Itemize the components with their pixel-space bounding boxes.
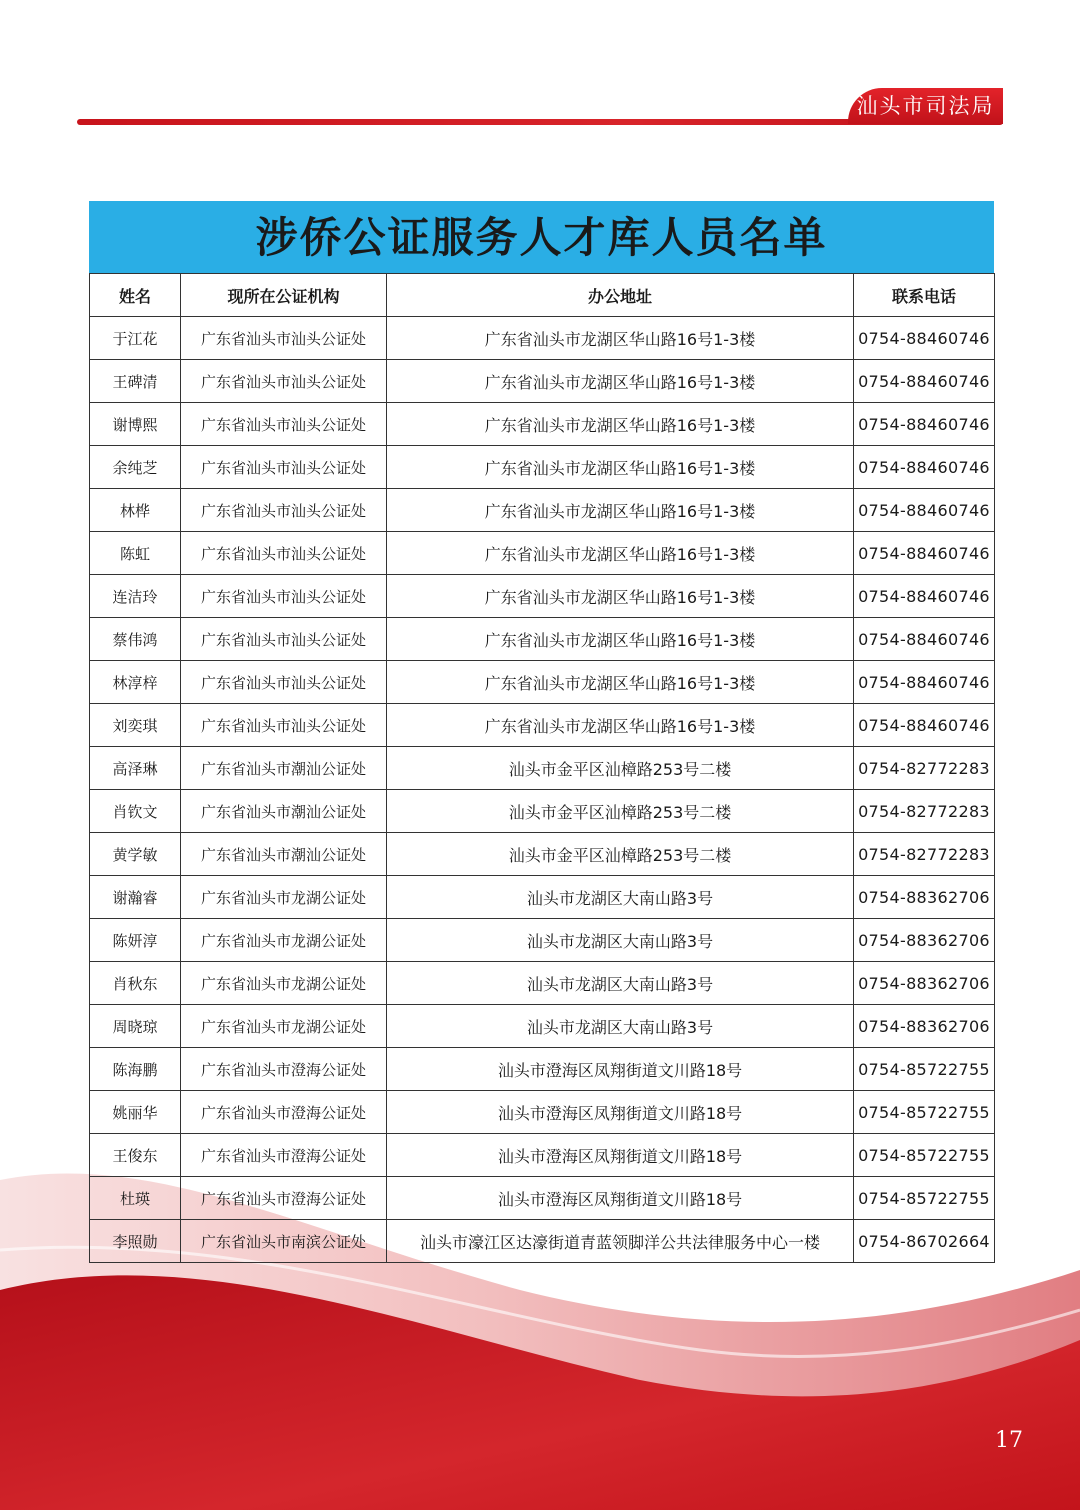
cell-phone: 0754-88460746 [854,618,995,661]
table-row [90,575,995,618]
cell-address: 广东省汕头市龙湖区华山路16号1-3楼 [387,575,854,618]
table-row [90,1134,995,1177]
cell-name: 林桦 [90,489,181,532]
cell-phone: 0754-88362706 [854,962,995,1005]
cell-address: 汕头市濠江区达濠街道青蓝领脚洋公共法律服务中心一楼 [387,1220,854,1263]
cell-address: 广东省汕头市龙湖区华山路16号1-3楼 [387,661,854,704]
cell-phone: 0754-88460746 [854,446,995,489]
cell-office: 广东省汕头市汕头公证处 [181,661,387,704]
cell-phone: 0754-88460746 [854,532,995,575]
table-row [90,747,995,790]
cell-phone: 0754-88460746 [854,575,995,618]
document-panel [89,201,994,1263]
cell-phone: 0754-88362706 [854,919,995,962]
cell-name: 姚丽华 [90,1091,181,1134]
cell-phone: 0754-82772283 [854,833,995,876]
table-row [90,1091,995,1134]
column-header-address: 办公地址 [387,274,854,317]
cell-phone: 0754-88460746 [854,317,995,360]
cell-address: 汕头市金平区汕樟路253号二楼 [387,747,854,790]
column-header-name: 姓名 [90,274,181,317]
cell-name: 刘奕琪 [90,704,181,747]
cell-phone: 0754-82772283 [854,790,995,833]
cell-name: 王碑清 [90,360,181,403]
cell-name: 连洁玲 [90,575,181,618]
table-row [90,532,995,575]
cell-office: 广东省汕头市潮汕公证处 [181,747,387,790]
cell-name: 陈妍淳 [90,919,181,962]
cell-address: 广东省汕头市龙湖区华山路16号1-3楼 [387,317,854,360]
org-name-tab: 汕头市司法局 [848,88,1003,124]
cell-office: 广东省汕头市汕头公证处 [181,532,387,575]
cell-office: 广东省汕头市龙湖公证处 [181,1005,387,1048]
cell-name: 余纯芝 [90,446,181,489]
personnel-table [89,273,995,1263]
cell-phone: 0754-86702664 [854,1220,995,1263]
table-row [90,360,995,403]
cell-address: 广东省汕头市龙湖区华山路16号1-3楼 [387,618,854,661]
cell-phone: 0754-88460746 [854,704,995,747]
cell-office: 广东省汕头市潮汕公证处 [181,833,387,876]
table-row [90,790,995,833]
cell-address: 广东省汕头市龙湖区华山路16号1-3楼 [387,489,854,532]
cell-office: 广东省汕头市澄海公证处 [181,1048,387,1091]
cell-address: 汕头市龙湖区大南山路3号 [387,876,854,919]
cell-name: 高泽琳 [90,747,181,790]
table-row [90,962,995,1005]
table-row [90,317,995,360]
table-row [90,1220,995,1263]
cell-name: 肖钦文 [90,790,181,833]
cell-phone: 0754-85722755 [854,1177,995,1220]
cell-office: 广东省汕头市龙湖公证处 [181,919,387,962]
cell-office: 广东省汕头市潮汕公证处 [181,790,387,833]
cell-office: 广东省汕头市汕头公证处 [181,575,387,618]
cell-address: 汕头市澄海区凤翔街道文川路18号 [387,1177,854,1220]
cell-phone: 0754-85722755 [854,1091,995,1134]
cell-phone: 0754-82772283 [854,747,995,790]
cell-phone: 0754-85722755 [854,1048,995,1091]
table-row [90,833,995,876]
cell-address: 汕头市金平区汕樟路253号二楼 [387,833,854,876]
cell-address: 汕头市金平区汕樟路253号二楼 [387,790,854,833]
cell-name: 于江花 [90,317,181,360]
cell-address: 汕头市龙湖区大南山路3号 [387,962,854,1005]
cell-address: 广东省汕头市龙湖区华山路16号1-3楼 [387,704,854,747]
cell-address: 广东省汕头市龙湖区华山路16号1-3楼 [387,446,854,489]
table-row [90,1048,995,1091]
cell-name: 谢瀚睿 [90,876,181,919]
table-row [90,446,995,489]
cell-name: 王俊东 [90,1134,181,1177]
cell-office: 广东省汕头市汕头公证处 [181,403,387,446]
cell-office: 广东省汕头市汕头公证处 [181,704,387,747]
cell-office: 广东省汕头市龙湖公证处 [181,876,387,919]
cell-office: 广东省汕头市澄海公证处 [181,1134,387,1177]
table-row [90,704,995,747]
cell-office: 广东省汕头市澄海公证处 [181,1177,387,1220]
cell-address: 汕头市澄海区凤翔街道文川路18号 [387,1048,854,1091]
cell-address: 广东省汕头市龙湖区华山路16号1-3楼 [387,403,854,446]
table-row [90,618,995,661]
cell-office: 广东省汕头市汕头公证处 [181,489,387,532]
table-row [90,1005,995,1048]
column-header-office: 现所在公证机构 [181,274,387,317]
cell-name: 肖秋东 [90,962,181,1005]
cell-office: 广东省汕头市南滨公证处 [181,1220,387,1263]
cell-phone: 0754-88460746 [854,489,995,532]
table-row [90,489,995,532]
cell-phone: 0754-88460746 [854,661,995,704]
cell-name: 黄学敏 [90,833,181,876]
cell-office: 广东省汕头市汕头公证处 [181,618,387,661]
table-row [90,919,995,962]
cell-office: 广东省汕头市龙湖公证处 [181,962,387,1005]
table-row [90,876,995,919]
cell-phone: 0754-88460746 [854,360,995,403]
cell-phone: 0754-88362706 [854,1005,995,1048]
table-row [90,1177,995,1220]
cell-address: 广东省汕头市龙湖区华山路16号1-3楼 [387,532,854,575]
cell-name: 谢博熙 [90,403,181,446]
table-header-row [90,274,995,317]
column-header-phone: 联系电话 [854,274,995,317]
cell-office: 广东省汕头市汕头公证处 [181,360,387,403]
cell-phone: 0754-85722755 [854,1134,995,1177]
cell-address: 汕头市澄海区凤翔街道文川路18号 [387,1134,854,1177]
cell-name: 陈虹 [90,532,181,575]
cell-address: 汕头市龙湖区大南山路3号 [387,1005,854,1048]
page-number: 17 [995,1428,1023,1453]
document-title: 涉侨公证服务人才库人员名单 [89,201,994,273]
cell-office: 广东省汕头市汕头公证处 [181,446,387,489]
cell-name: 周晓琼 [90,1005,181,1048]
table-row [90,403,995,446]
cell-name: 陈海鹏 [90,1048,181,1091]
cell-name: 林淳梓 [90,661,181,704]
cell-office: 广东省汕头市汕头公证处 [181,317,387,360]
cell-address: 汕头市龙湖区大南山路3号 [387,919,854,962]
cell-phone: 0754-88362706 [854,876,995,919]
cell-address: 广东省汕头市龙湖区华山路16号1-3楼 [387,360,854,403]
cell-phone: 0754-88460746 [854,403,995,446]
table-row [90,661,995,704]
cell-office: 广东省汕头市澄海公证处 [181,1091,387,1134]
cell-name: 蔡伟鸿 [90,618,181,661]
cell-name: 李照勋 [90,1220,181,1263]
cell-name: 杜瑛 [90,1177,181,1220]
cell-address: 汕头市澄海区凤翔街道文川路18号 [387,1091,854,1134]
